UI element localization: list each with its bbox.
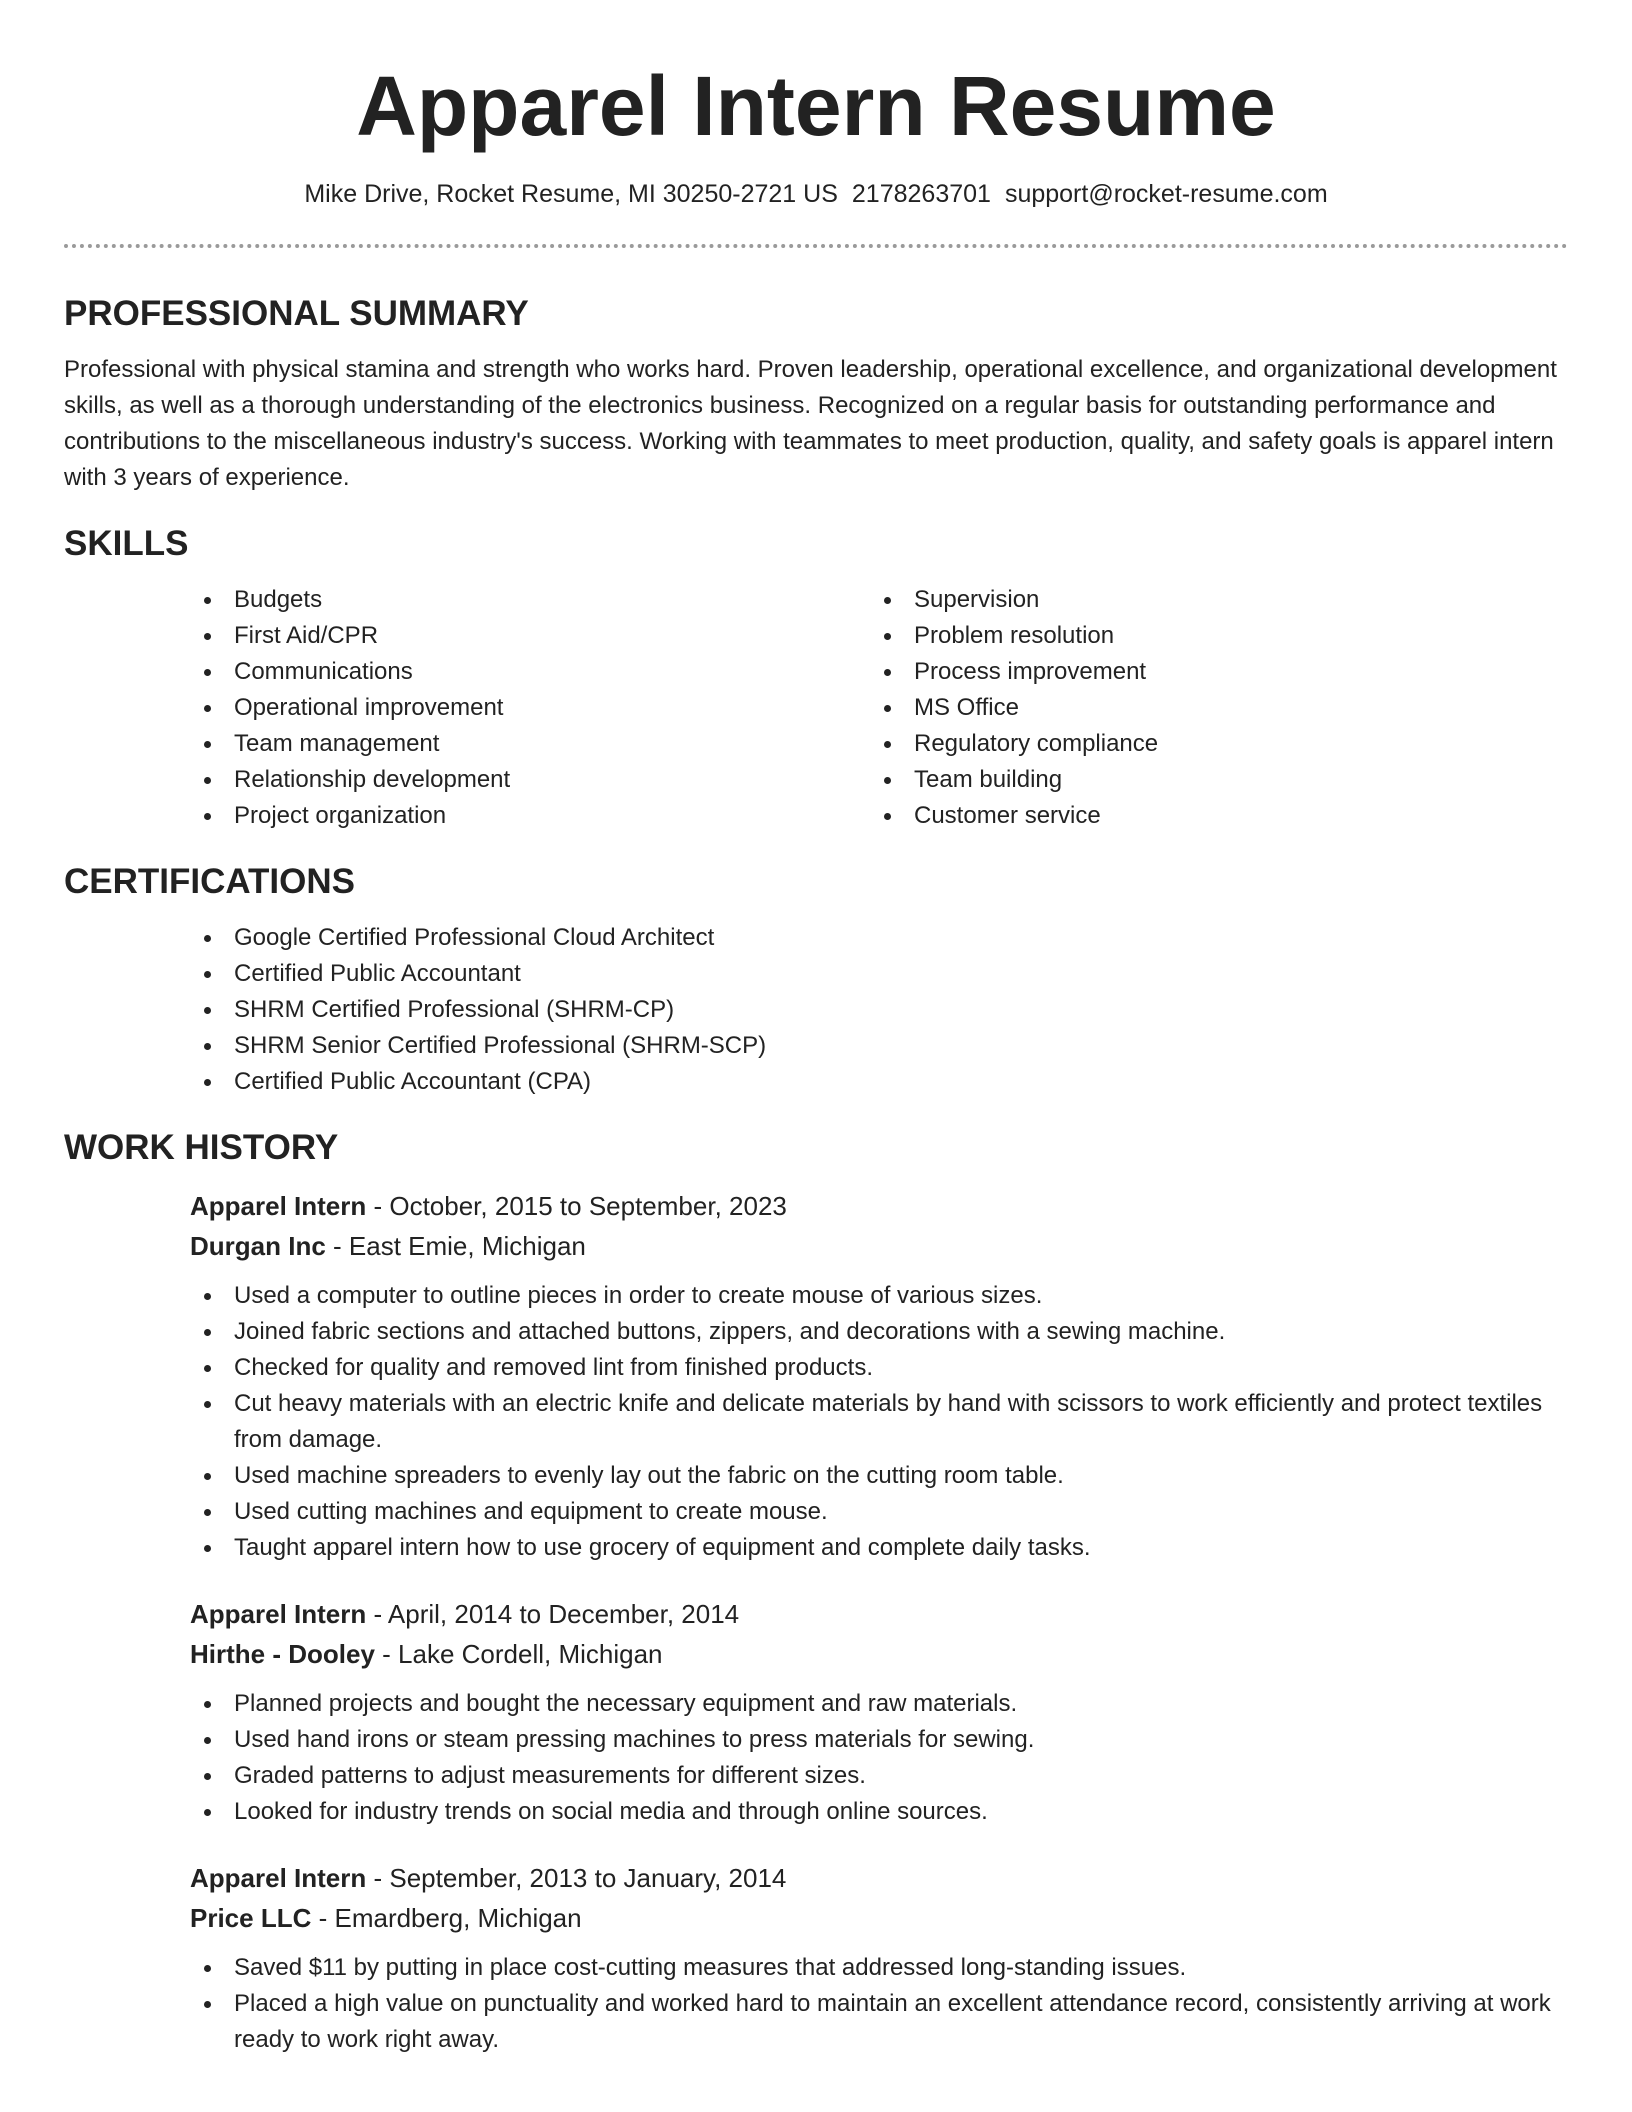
job-dates: - October, 2015 to September, 2023 (366, 1191, 787, 1221)
job-bullet: Looked for industry trends on social media and through online sources. (190, 1794, 1568, 1830)
job-company: Price LLC (190, 1903, 312, 1933)
skill-item: Supervision (870, 582, 1550, 618)
job-bullet: Checked for quality and removed lint from finished products. (190, 1350, 1568, 1386)
job-bullet: Placed a high value on punctuality and worked hard to maintain an excellent attendance record, consistently arriving at work ready to work right away. (190, 1986, 1568, 2058)
job-bullet: Saved $11 by putting in place cost-cutting measures that addressed long-standing issues. (190, 1950, 1568, 1986)
certifications-list (190, 920, 1568, 1100)
skill-item: Budgets (190, 582, 870, 618)
job-dates: - April, 2014 to December, 2014 (366, 1599, 740, 1629)
summary-text: Professional with physical stamina and strength who works hard. Proven leadership, operational excellence, and organizational development skills, as well as a thorough understanding of the electronics business. Recognized on a regular basis for outstanding performance and contributions to the miscellaneous industry's success. Working with teammates to meet production, quality, and safety goals is apparel intern with 3 years of experience. (64, 356, 1557, 491)
job-bullet: Used machine spreaders to evenly lay out the fabric on the cutting room table. (190, 1458, 1568, 1494)
skills-heading: SKILLS (64, 524, 189, 563)
job-company-line (190, 1226, 1568, 1266)
job-title: Apparel Intern (190, 1863, 367, 1893)
job-bullet: Graded patterns to adjust measurements for different sizes. (190, 1758, 1568, 1794)
certification-item: Certified Public Accountant (CPA) (190, 1064, 1568, 1100)
job-location: - Lake Cordell, Michigan (374, 1639, 663, 1669)
job-company: Durgan Inc (190, 1231, 326, 1261)
summary-heading: PROFESSIONAL SUMMARY (64, 294, 529, 333)
skills-right-list (870, 582, 1550, 834)
contact-email: support@rocket-resume.com (1004, 180, 1328, 208)
skills-left-list (190, 582, 870, 834)
job-bullet: Used hand irons or steam pressing machines to press materials for sewing. (190, 1722, 1568, 1758)
job-location: - Emardberg, Michigan (311, 1903, 582, 1933)
work-history-heading: WORK HISTORY (64, 1128, 339, 1167)
certifications-heading: CERTIFICATIONS (64, 862, 356, 901)
page-title: Apparel Intern Resume (356, 59, 1276, 153)
job-title: Apparel Intern (190, 1599, 367, 1629)
job-bullet: Used a computer to outline pieces in order to create mouse of various sizes. (190, 1278, 1568, 1314)
job-entry (190, 1594, 1568, 1830)
contact-address: Mike Drive, Rocket Resume, MI 30250-2721 US (304, 180, 838, 208)
skill-item: Team management (190, 726, 870, 762)
job-title-line (190, 1594, 1568, 1634)
certification-item: Google Certified Professional Cloud Architect (190, 920, 1568, 956)
skill-item: Project organization (190, 798, 870, 834)
skill-item: Process improvement (870, 654, 1550, 690)
skill-item: Team building (870, 762, 1550, 798)
job-bullets (190, 1950, 1568, 2058)
certification-item: Certified Public Accountant (190, 956, 1568, 992)
job-bullet: Taught apparel intern how to use grocery of equipment and complete daily tasks. (190, 1530, 1568, 1566)
job-company-line (190, 1898, 1568, 1938)
contact-phone: 2178263701 (851, 180, 991, 208)
contact-line (64, 178, 1568, 210)
job-company-line (190, 1634, 1568, 1674)
job-bullets (190, 1278, 1568, 1566)
job-bullet: Planned projects and bought the necessary equipment and raw materials. (190, 1686, 1568, 1722)
job-title: Apparel Intern (190, 1191, 367, 1221)
job-dates: - September, 2013 to January, 2014 (366, 1863, 787, 1893)
job-entry (190, 1186, 1568, 1566)
skills-grid (190, 582, 1568, 834)
job-bullet: Cut heavy materials with an electric knife and delicate materials by hand with scissors to work efficiently and protect textiles from damage. (190, 1386, 1568, 1458)
skill-item: Problem resolution (870, 618, 1550, 654)
job-entry (190, 1858, 1568, 2058)
skill-item: Operational improvement (190, 690, 870, 726)
certification-item: SHRM Certified Professional (SHRM-CP) (190, 992, 1568, 1028)
skill-item: Regulatory compliance (870, 726, 1550, 762)
job-company: Hirthe - Dooley (190, 1639, 375, 1669)
certification-item: SHRM Senior Certified Professional (SHRM-SCP) (190, 1028, 1568, 1064)
job-bullet: Joined fabric sections and attached buttons, zippers, and decorations with a sewing machine. (190, 1314, 1568, 1350)
skill-item: Relationship development (190, 762, 870, 798)
job-bullets (190, 1686, 1568, 1830)
job-title-line (190, 1858, 1568, 1898)
skill-item: First Aid/CPR (190, 618, 870, 654)
resume-page (64, 0, 1568, 2058)
skill-item: Customer service (870, 798, 1550, 834)
job-bullet: Used cutting machines and equipment to create mouse. (190, 1494, 1568, 1530)
header-divider (64, 244, 1568, 248)
job-location: - East Emie, Michigan (325, 1231, 586, 1261)
skill-item: Communications (190, 654, 870, 690)
job-title-line (190, 1186, 1568, 1226)
skill-item: MS Office (870, 690, 1550, 726)
